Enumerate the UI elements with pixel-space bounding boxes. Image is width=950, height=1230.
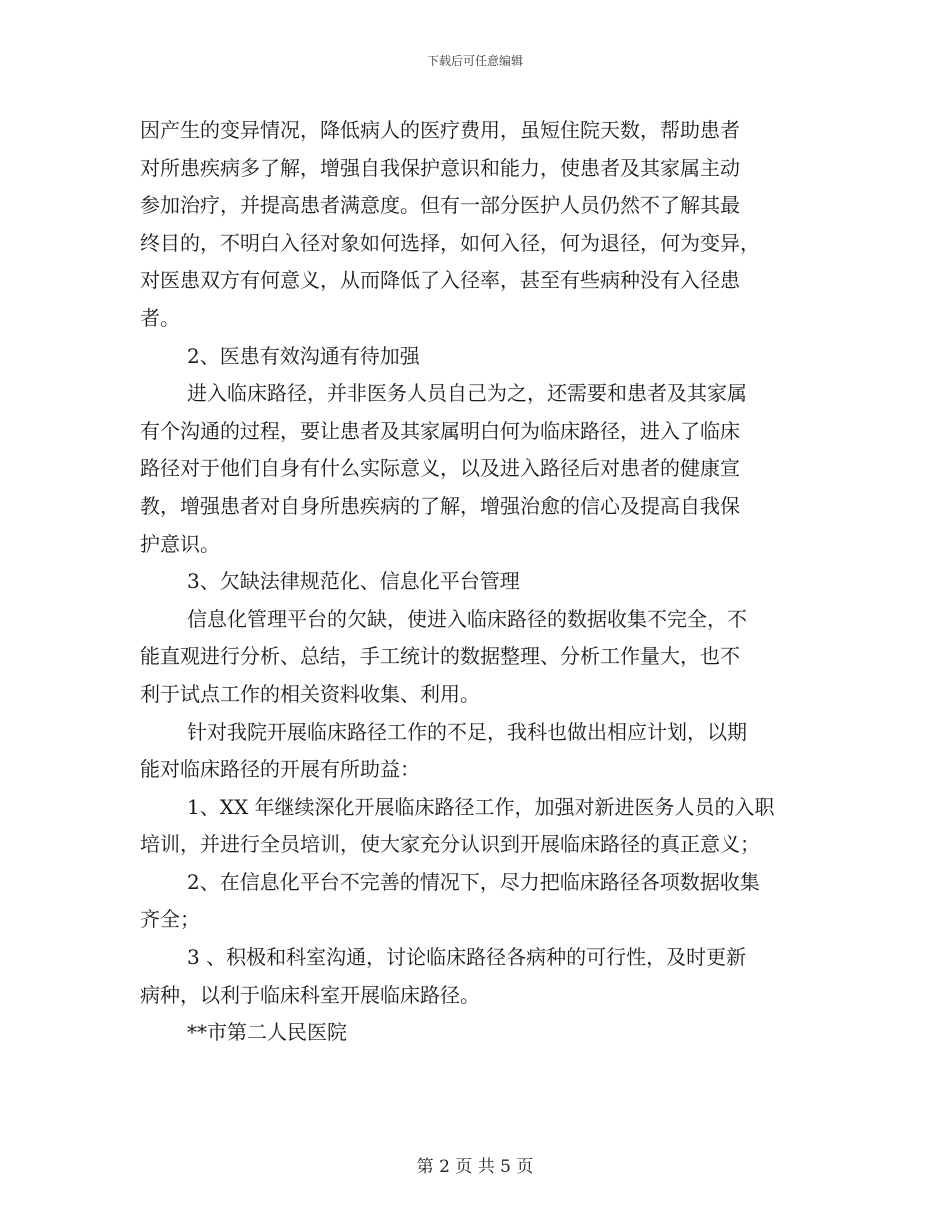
text-line: 因产生的变异情况，降低病人的医疗费用，虽短住院天数，帮助患者 xyxy=(140,118,740,142)
text-line: 能对临床路径的开展有所助益： xyxy=(140,757,420,782)
text-line: 护意识。 xyxy=(140,531,220,556)
page-header: 下载后可任意编辑 xyxy=(426,54,523,68)
paragraph-start: 针对我院开展临床路径工作的不足，我科也做出相应计划，以期 xyxy=(187,719,747,744)
paragraph-start: 信息化管理平台的欠缺，使进入临床路径的数据收集不完全，不 xyxy=(187,606,747,631)
text-line: 利于试点工作的相关资料收集、利用。 xyxy=(140,681,480,706)
text-line: 病种，以利于临床科室开展临床路径。 xyxy=(140,982,480,1007)
text-line: 参加治疗，并提高患者满意度。但有一部分医护人员仍然不了解其最 xyxy=(140,193,740,218)
text-line: 培训，并进行全员培训，使大家充分认识到开展临床路径的真正意义； xyxy=(140,832,760,857)
plan-item-3: 3 、积极和科室沟通，讨论临床路径各病种的可行性，及时更新 xyxy=(187,945,747,970)
text-line: 教，增强患者对自身所患疾病的了解，增强治愈的信心及提高自我保 xyxy=(140,493,740,518)
page-number: 第 2 页 共 5 页 xyxy=(416,1157,534,1177)
text-line: 对所患疾病多了解，增强自我保护意识和能力，使患者及其家属主动 xyxy=(140,155,740,180)
paragraph-start: 进入临床路径，并非医务人员自己为之，还需要和患者及其家属 xyxy=(187,381,747,406)
document-body xyxy=(140,112,800,1052)
signature-organization: **市第二人民医院 xyxy=(187,1020,347,1045)
text-line: 对医患双方有何意义，从而降低了入径率，甚至有些病种没有入径患 xyxy=(140,268,740,293)
section-heading: 2、医患有效沟通有待加强 xyxy=(187,343,420,368)
text-line: 者。 xyxy=(140,305,180,330)
text-line: 终目的，不明白入径对象如何选择，如何入径，何为退径，何为变异， xyxy=(140,230,760,255)
plan-item-1: 1、XX 年继续深化开展临床路径工作，加强对新进医务人员的入职 xyxy=(187,794,775,819)
text-line: 有个沟通的过程，要让患者及其家属明白何为临床路径，进入了临床 xyxy=(140,418,740,443)
plan-item-2: 2、在信息化平台不完善的情况下，尽力把临床路径各项数据收集 xyxy=(187,869,760,894)
text-line: 能直观进行分析、总结，手工统计的数据整理、分析工作量大，也不 xyxy=(140,644,740,669)
text-line: 路径对于他们自身有什么实际意义，以及进入路径后对患者的健康宣 xyxy=(140,456,740,481)
section-heading: 3、欠缺法律规范化、信息化平台管理 xyxy=(187,569,520,594)
text-line: 齐全； xyxy=(140,907,200,932)
